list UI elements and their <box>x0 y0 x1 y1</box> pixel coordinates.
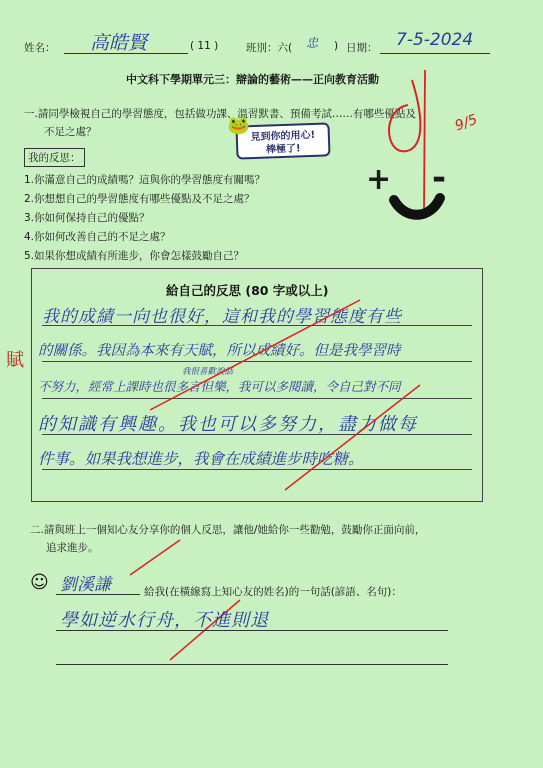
friend-instruction: 給我(在橫線寫上知心友的姓名)的一句話(諺語、名句)： <box>144 586 402 598</box>
class-close: ) <box>334 40 339 52</box>
q1-sub-question-3: 3.你如何保持自己的優點？ <box>24 212 150 224</box>
frog-face-icon: 🐸 <box>227 115 251 137</box>
q1-sub-question-5: 5.如果你想成績有所進步，你會怎樣鼓勵自己？ <box>24 250 245 262</box>
handwritten-line-3: 不努力，經常上課時也很多言但樂，我可以多閱讀，令自己對不同 <box>38 379 401 394</box>
my-reflection-label: 我的反思： <box>24 148 85 167</box>
class-label: 班別：六( <box>246 42 293 54</box>
handwritten-line-4: 的知識有興趣。我也可以多努力，盡力做每 <box>38 414 418 435</box>
red-stroke-1 <box>150 300 360 410</box>
quote-line-2 <box>56 664 448 665</box>
grade-fraction: 9/5 <box>452 111 480 135</box>
date-value: 7-5-2024 <box>396 30 474 50</box>
q1-sub-question-1: 1.你滿意自己的成績嗎？這與你的學習態度有關嗎？ <box>24 174 266 186</box>
handwritten-line-5: 件事。如果我想進步，我會在成績進步時吃糖。 <box>38 450 364 468</box>
stamp-line1: 見到你的用心! <box>250 129 316 144</box>
minus-sign: - <box>432 158 447 198</box>
q1-prompt-line2: 不足之處？ <box>44 126 97 138</box>
friend-name: 劉溪謙 <box>60 575 111 595</box>
name-label: 姓名： <box>24 42 56 54</box>
handwritten-line-1: 我的成績一向也很好，這和我的學習態度有些 <box>42 307 402 327</box>
q1-prompt-line1: 一.請同學檢視自己的學習態度，包括做功課、溫習默書、預備考試……有哪些優點及 <box>24 108 416 120</box>
friend-quote: 學如逆水行舟，不進則退 <box>60 610 269 631</box>
red-stroke-2 <box>285 385 420 490</box>
reflection-box-title: 給自己的反思 (80 字或以上) <box>166 283 329 298</box>
class-value: 忠 <box>306 36 319 50</box>
plus-sign: + <box>366 162 392 197</box>
stamp-line2: 棒極了! <box>265 143 301 156</box>
inserted-note: 我很喜歡說話 <box>182 367 234 377</box>
q1-sub-question-4: 4.你如何改善自己的不足之處？ <box>24 231 171 243</box>
student-name: 高皓賢 <box>90 32 148 54</box>
handwritten-line-2: 的關係。我因為本來有天賦，所以成績好。但是我學習時 <box>38 343 401 359</box>
smiley-icon: ☺ <box>30 572 49 593</box>
q2-prompt-line1: 二.請與班上一個知心友分享你的個人反思，讓他/她給你一些勸勉，鼓勵你正面向前， <box>30 524 426 536</box>
margin-correction: 賦 <box>6 350 24 371</box>
q1-sub-question-2: 2.你想想自己的學習態度有哪些優點及不足之處？ <box>24 193 255 205</box>
class-number: ( 11 ) <box>190 40 219 52</box>
date-label: 日期： <box>346 42 378 54</box>
red-stroke-3 <box>130 540 180 575</box>
worksheet-title: 中文科下學期單元三：辯論的藝術——正向教育活動 <box>126 73 379 86</box>
q2-prompt-line2: 追求進步。 <box>46 542 99 554</box>
